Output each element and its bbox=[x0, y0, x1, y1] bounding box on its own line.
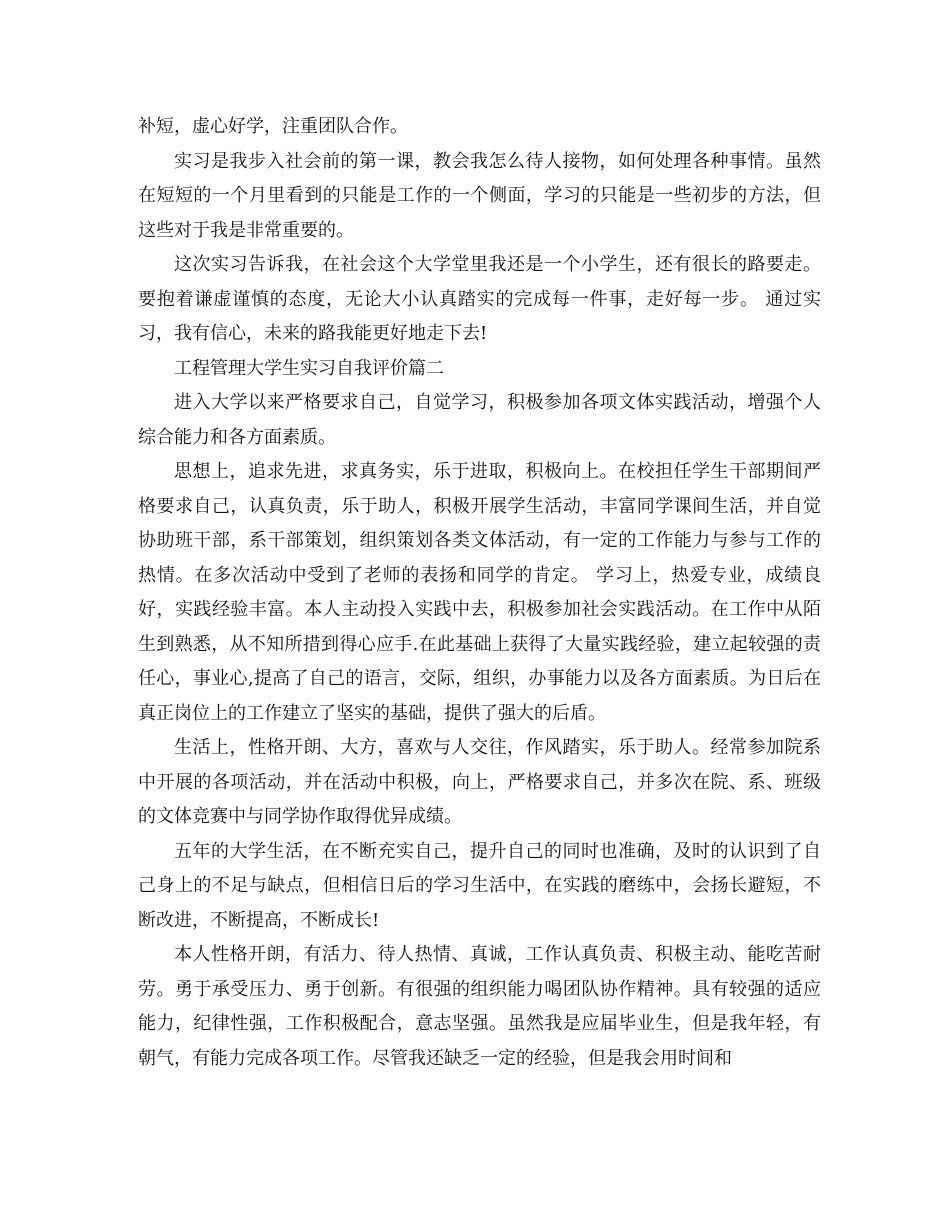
paragraph-continuation: 补短，虚心好学，注重团队合作。 bbox=[138, 116, 408, 137]
document-body bbox=[138, 110, 821, 1076]
paragraph-university-intro: 进入大学以来严格要求自己，自觉学习，积极参加各项文体实践活动，增强个人综合能力和各方面素质。 bbox=[138, 392, 821, 448]
paragraph-internship-lesson: 这次实习告诉我，在社会这个大学堂里我还是一个小学生，还有很长的路要走。要抱着谦虚谨慎的态度，无论大小认真踏实的完成每一件事，走好每一步。 通过实习，我有信心，未来的路我能更好地走下去! bbox=[138, 254, 821, 344]
paragraph-internship-first-lesson: 实习是我步入社会前的第一课，教会我怎么待人接物，如何处理各种事情。虽然在短短的一个月里看到的只能是工作的一个侧面，学习的只能是一些初步的方法，但这些对于我是非常重要的。 bbox=[138, 150, 821, 241]
paragraph-personality: 本人性格开朗，有活力、待人热情、真诚，工作认真负责、积极主动、能吃苦耐劳。勇于承受压力、勇于创新。有很强的组织能力喝团队协作精神。具有较强的适应能力，纪律性强，工作积极配合，意志坚强。虽然我是应届毕业生，但是我年轻，有朝气，有能力完成各项工作。尽管我还缺乏一定的经验，但是我会用时间和 bbox=[138, 944, 821, 1069]
paragraph-five-years: 五年的大学生活，在不断充实自己，提升自己的同时也准确，及时的认识到了自己身上的不足与缺点，但相信日后的学习生活中，在实践的磨练中，会扬长避短，不断改进，不断提高，不断成长! bbox=[138, 840, 821, 931]
paragraph-ideology-study: 思想上，追求先进，求真务实，乐于进取，积极向上。在校担任学生干部期间严格要求自己，认真负责，乐于助人，积极开展学生活动，丰富同学课间生活，并自觉协助班干部，系干部策划，组织策划各类文体活动，有一定的工作能力与参与工作的热情。在多次活动中受到了老师的表扬和同学的肯定。 学习上，热爱专业，成绩良好，实践经验丰富。本人主动投入实践中去，积极参加社会实践活动。在工作中从陌生到熟悉，从不知所措到得心应手.在此基础上获得了大量实践经验，建立起较强的责任心，事业心,提高了自己的语言，交际，组织，办事能力以及各方面素质。为日后在真正岗位上的工作建立了坚实的基础，提供了强大的后盾。 bbox=[138, 461, 821, 724]
section-heading: 工程管理大学生实习自我评价篇二 bbox=[174, 357, 444, 379]
paragraph-life: 生活上，性格开朗、大方，喜欢与人交往，作风踏实，乐于助人。经常参加院系中开展的各项活动，并在活动中积极，向上，严格要求自己，并多次在院、系、班级的文体竞赛中与同学协作取得优异成绩。 bbox=[138, 737, 821, 827]
